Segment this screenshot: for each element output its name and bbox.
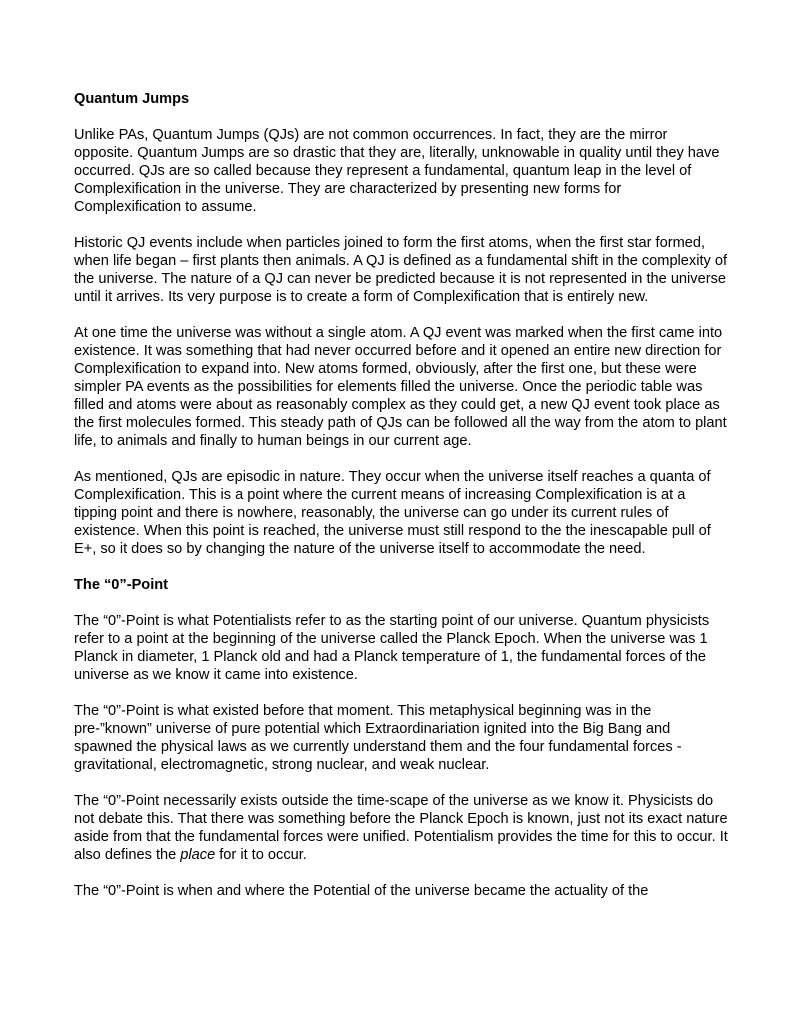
paragraph: The “0”-Point is when and where the Potential of the universe became the actuality of the (74, 883, 649, 899)
section-heading-quantum-jumps: Quantum Jumps (74, 91, 190, 107)
emphasized-text: place (180, 847, 216, 863)
paragraph-text: The “0”-Point necessarily exists outside the time-scape of the universe as we know it. Physicists do not debate this. That there was something before the Planck Epoch is known, just not its exact nature aside from that the fundamental forces were unified. Potentialism provides the time for this to occur. It also defines the (74, 793, 728, 863)
paragraph: The “0”-Point is what Potentialists refer to as the starting point of our universe. Quantum physicists refer to a point at the beginning of the universe called the Planck Epoch. When the universe was 1 Planck in diameter, 1 Planck old and had a Planck temperature of 1, the fundamental forces of the universe as we know it came into existence. (74, 613, 710, 683)
paragraph: As mentioned, QJs are episodic in nature. They occur when the universe itself reaches a quanta of Complexification. This is a point where the current means of increasing Complexification is at a tipping point and there is nowhere, reasonably, the universe can go under its current rules of existence. When this point is reached, the universe must still respond to the the inescapable pull of E+, so it does so by changing the nature of the universe itself to accommodate the need. (74, 469, 711, 557)
document-page (74, 90, 730, 900)
paragraph: At one time the universe was without a single atom. A QJ event was marked when the first came into existence. It was something that had never occurred before and it opened an entire new direction for Complexification to expand into. New atoms formed, obviously, after the first one, but these were simpler PA events as the possibilities for elements filled the universe. Once the periodic table was filled and atoms were about as reasonably complex as they could get, a new QJ event took place as the first molecules formed. This steady path of QJs can be followed all the way from the atom to plant life, to animals and finally to human beings in our current age. (74, 325, 727, 449)
paragraph (74, 792, 730, 864)
paragraph: Unlike PAs, Quantum Jumps (QJs) are not common occurrences. In fact, they are the mirror opposite. Quantum Jumps are so drastic that they are, literally, unknowable in quality until they have occurred. QJs are so called because they represent a fundamental, quantum leap in the level of Complexification in the universe. They are characterized by presenting new forms for Complexification to assume. (74, 127, 720, 215)
section-heading-zero-point: The “0”-Point (74, 577, 169, 593)
paragraph: Historic QJ events include when particles joined to form the first atoms, when the first star formed, when life began – first plants then animals. A QJ is defined as a fundamental shift in the complexity of the universe. The nature of a QJ can never be predicted because it is not represented in the universe until it arrives. Its very purpose is to create a form of Complexification that is entirely new. (74, 235, 728, 305)
paragraph-text: for it to occur. (215, 847, 307, 863)
paragraph: The “0”-Point is what existed before that moment. This metaphysical beginning was in the pre-”known” universe of pure potential which Extraordinariation ignited into the Big Bang and spawned the physical laws as we currently understand them and the four fundamental forces - gravitational, electromagnetic, strong nuclear, and weak nuclear. (74, 703, 682, 773)
